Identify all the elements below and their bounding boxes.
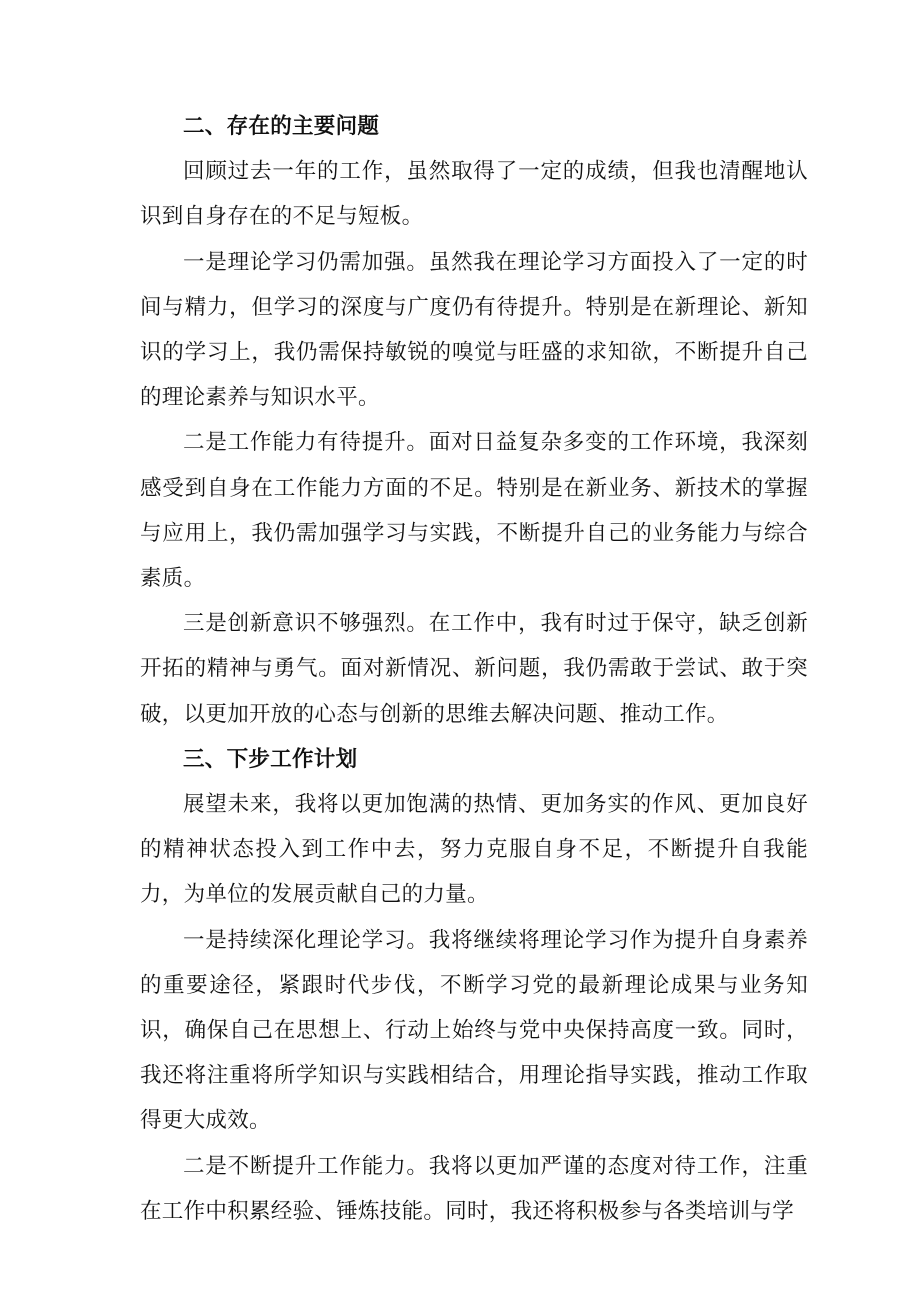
paragraph-plan-ability: 二是不断提升工作能力。我将以更加严谨的态度对待工作，注重在工作中积累经验、锤炼技能。同时，我还将积极参与各类培训与学 bbox=[140, 1153, 808, 1224]
paragraph-problem-ability: 二是工作能力有待提升。面对日益复杂多变的工作环境，我深刻感受到自身在工作能力方面的不足。特别是在新业务、新技术的掌握与应用上，我仍需加强学习与实践，不断提升自己的业务能力与综合素质。 bbox=[140, 430, 808, 592]
section-heading-plan: 三、下步工作计划 bbox=[183, 746, 358, 772]
section-heading-problems: 二、存在的主要问题 bbox=[183, 114, 380, 139]
paragraph-outlook: 展望未来，我将以更加饱满的热情、更加务实的作风、更加良好的精神状态投入到工作中去，努力克服自身不足，不断提升自我能力，为单位的发展贡献自己的力量。 bbox=[140, 792, 808, 908]
paragraph-problem-theory: 一是理论学习仍需加强。虽然我在理论学习方面投入了一定的时间与精力，但学习的深度与广度仍有待提升。特别是在新理论、新知识的学习上，我仍需保持敏锐的嗅觉与旺盛的求知欲，不断提升自己的理论素养与知识水平。 bbox=[140, 249, 808, 411]
paragraph-problem-innovation: 三是创新意识不够强烈。在工作中，我有时过于保守，缺乏创新开拓的精神与勇气。面对新情况、新问题，我仍需敢于尝试、敢于突破，以更加开放的心态与创新的思维去解决问题、推动工作。 bbox=[140, 611, 808, 727]
paragraph-plan-theory: 一是持续深化理论学习。我将继续将理论学习作为提升自身素养的重要途径，紧跟时代步伐，不断学习党的最新理论成果与业务知识，确保自己在思想上、行动上始终与党中央保持高度一致。同时，我还将注重将所学知识与实践相结合，用理论指导实践，推动工作取得更大成效。 bbox=[140, 927, 808, 1134]
paragraph-review: 回顾过去一年的工作，虽然取得了一定的成绩，但我也清醒地认识到自身存在的不足与短板。 bbox=[140, 159, 808, 230]
